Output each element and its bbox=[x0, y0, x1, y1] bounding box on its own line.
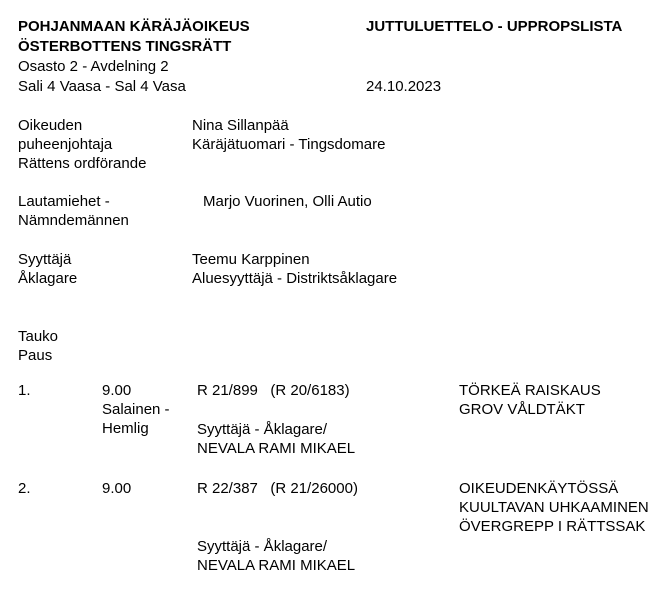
case-id: R 22/387 (R 21/26000) bbox=[197, 480, 358, 497]
chair-title: Käräjätuomari - Tingsdomare bbox=[192, 136, 386, 153]
chair-name: Nina Sillanpää bbox=[192, 117, 289, 134]
prosecutor-title: Aluesyyttäjä - Distriktsåklagare bbox=[192, 270, 398, 287]
court-name-fi: POHJANMAAN KÄRÄJÄOIKEUS bbox=[18, 18, 250, 35]
department: Osasto 2 - Avdelning 2 bbox=[18, 58, 169, 75]
prosecutor-name: Teemu Karppinen bbox=[192, 251, 310, 268]
case-offense: OIKEUDENKÄYTÖSSÄ KUULTAVAN UHKAAMINEN ÖVERGREPP I RÄTTSSAK bbox=[459, 480, 649, 535]
lay-judges-label: Lautamiehet - Nämndemännen bbox=[18, 193, 129, 229]
case-offense: TÖRKEÄ RAISKAUS GROV VÅLDTÄKT bbox=[459, 382, 601, 418]
hearing-date: 24.10.2023 bbox=[366, 78, 442, 95]
lay-judges-names: Marjo Vuorinen, Olli Autio bbox=[203, 193, 372, 210]
case-time: 9.00 bbox=[102, 382, 132, 399]
case-parties: Syyttäjä - Åklagare/ NEVALA RAMI MIKAEL bbox=[197, 538, 356, 574]
case-parties: Syyttäjä - Åklagare/ NEVALA RAMI MIKAEL bbox=[197, 421, 356, 457]
courtroom: Sali 4 Vaasa - Sal 4 Vasa bbox=[18, 78, 186, 95]
document-title: JUTTULUETTELO - UPPROPSLISTA bbox=[366, 18, 623, 35]
case-number: 2. bbox=[18, 480, 31, 497]
case-id: R 21/899 (R 20/6183) bbox=[197, 382, 350, 399]
case-secrecy: Salainen - Hemlig bbox=[102, 401, 170, 437]
chair-label: Oikeuden puheenjohtaja Rättens ordförande bbox=[18, 117, 147, 172]
break-label: Tauko Paus bbox=[18, 328, 59, 364]
prosecutor-label: Syyttäjä Åklagare bbox=[18, 251, 78, 287]
case-number: 1. bbox=[18, 382, 31, 399]
court-name-sv: ÖSTERBOTTENS TINGSRÄTT bbox=[18, 38, 232, 55]
case-time: 9.00 bbox=[102, 480, 132, 497]
